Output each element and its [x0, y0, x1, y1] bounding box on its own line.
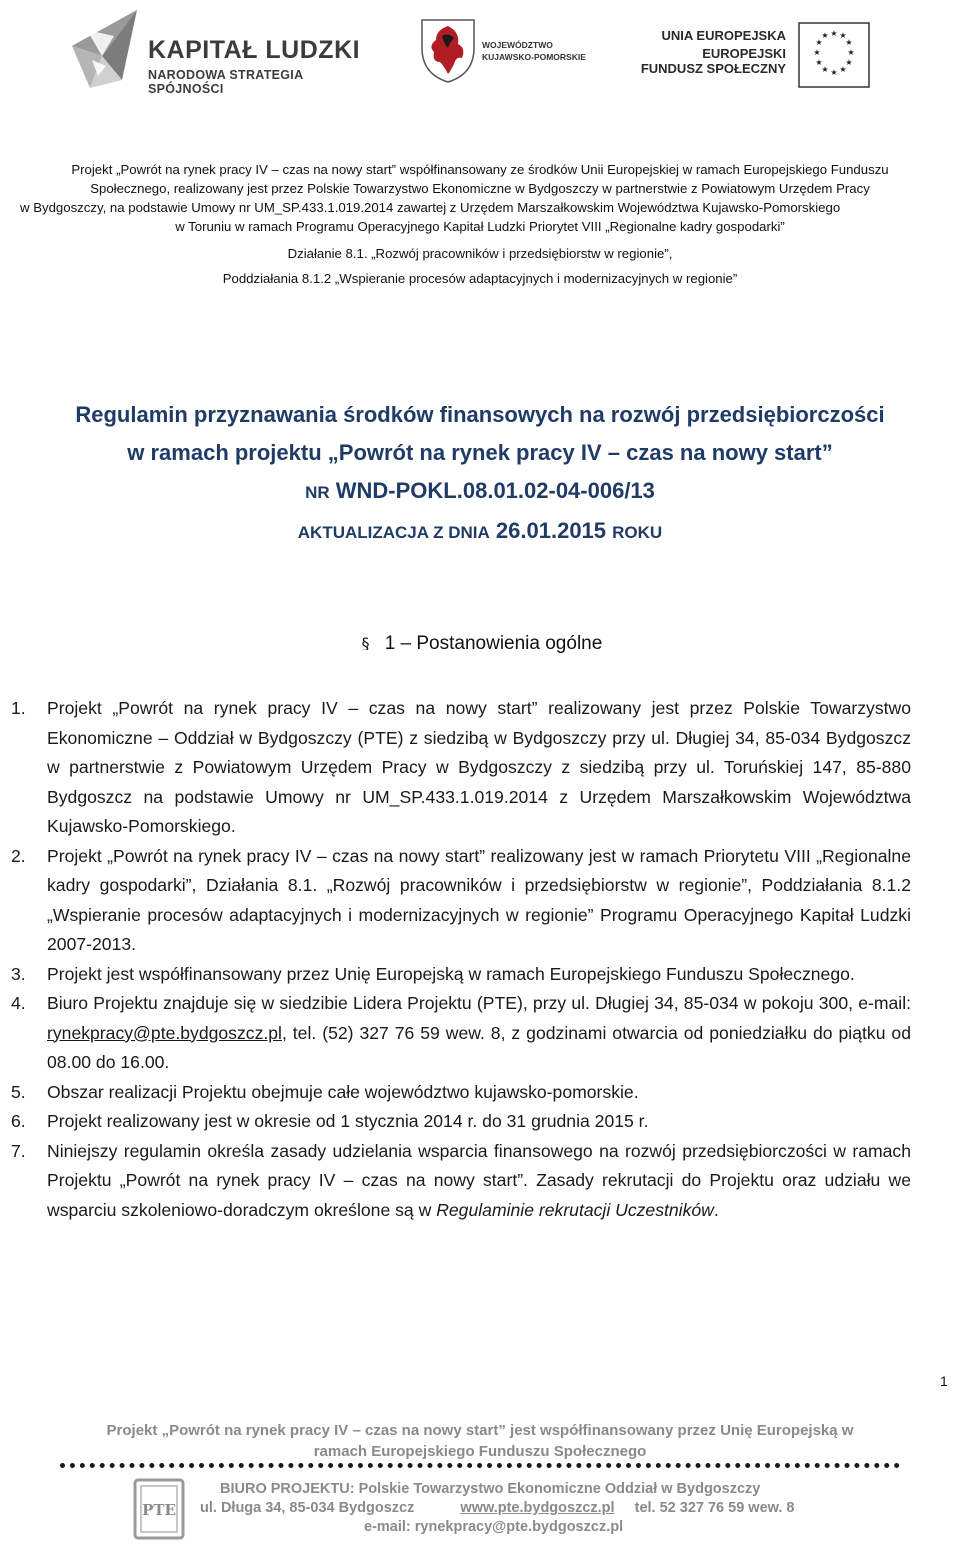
kp-line-1: WOJEWÓDZTWO: [482, 40, 553, 50]
footer-cofinancing: [0, 1420, 960, 1462]
aktualizacja-date: 26.01.2015: [495, 518, 607, 543]
footer-phone: tel. 52 327 76 59 wew. 8: [634, 1500, 795, 1516]
title-aktualizacja: [0, 512, 960, 552]
list-item-text: Projekt „Powrót na rynek pracy IV – czas na nowy start” realizowany jest przez Polskie Towarzystwo Ekonomiczne – Oddział w Bydgoszczy (PTE) z siedzibą w Bydgoszczy przy ul. Długiej 34, 85-034 Bydgoszcz w partnerstwie z Powiatowym Urzędem Pracy w Bydgoszczy z siedzibą przy ul. Toruńskiej 147, 85-880 Bydgoszcz na podstawie Umowy nr UM_SP.433.1.019.2014 z Urzędem Marszałkowskim Województwa Kujawsko-Pomorskiego.: [47, 698, 911, 836]
pte-logo: [133, 1478, 185, 1540]
section-heading: [0, 633, 960, 655]
title-line-2: w ramach projektu „Powrót na rynek pracy IV – czas na nowy start”: [127, 440, 833, 465]
svg-text:★: ★: [839, 31, 847, 40]
nr-value: WND-POKL.08.01.02-04-006/13: [335, 478, 655, 503]
footer-line-1: Projekt „Powrót na rynek pracy IV – czas na nowy start” jest współfinansowany przez Unię Europejską w: [106, 1422, 854, 1439]
item-7-text-after: .: [713, 1199, 719, 1220]
svg-text:★: ★: [821, 65, 829, 74]
footer-addr-1: BIURO PROJEKTU: Polskie Towarzystwo Ekonomiczne Oddział w Bydgoszczy: [220, 1481, 761, 1497]
list-item-text: [47, 989, 911, 1078]
email-link[interactable]: rynekpracy@pte.bydgoszcz.pl: [47, 1022, 282, 1043]
footer-line-2: ramach Europejskiego Funduszu Społecznego: [313, 1443, 647, 1460]
kapital-ludzki-subtitle: NARODOWA STRATEGIA SPÓJNOŚCI: [148, 68, 303, 96]
list-item: [0, 1107, 960, 1137]
section-sign-icon: [358, 635, 373, 650]
kapital-ludzki-title: KAPITAŁ LUDZKI: [148, 36, 361, 64]
list-item: [0, 694, 960, 842]
preamble-line-5: Działanie 8.1. „Rozwój pracowników i przedsiębiorstw w regionie”,: [287, 246, 673, 261]
kapital-ludzki-star-icon: [62, 6, 142, 92]
kp-line-2: KUJAWSKO-POMORSKIE: [482, 52, 586, 62]
item-4-text-before: Biuro Projektu znajduje się w siedzibie Lidera Projektu (PTE), przy ul. Długiej 34, 85-034 w pokoju 300, e-mail:: [47, 993, 911, 1013]
list-item-number: 2.: [11, 845, 26, 866]
svg-text:§: §: [361, 635, 370, 650]
svg-text:★: ★: [847, 48, 855, 57]
svg-text:★: ★: [839, 65, 847, 74]
footer-addr-2: [200, 1499, 840, 1518]
svg-text:★: ★: [845, 38, 853, 47]
title-nr: [0, 472, 960, 512]
item-7-text-before: Niniejszy regulamin określa zasady udzielania wsparcia finansowego na rozwój przedsiębiorczości w ramach Projektu „Powrót na rynek pracy IV – czas na nowy start”. Zasady rekrutacji do Projektu oraz udziału we wsparciu szkoleniowo-doradczym określone są w: [47, 1140, 911, 1220]
svg-text:★: ★: [813, 48, 821, 57]
list-item-number: 6.: [11, 1111, 26, 1131]
document-title: [0, 396, 960, 552]
list-item-number: 1.: [11, 698, 26, 718]
pte-logo-text: PTE: [142, 1501, 176, 1519]
coat-of-arms-icon: [420, 18, 476, 84]
list-item: [0, 960, 960, 990]
ue-line-1: UNIA EUROPEJSKA: [661, 28, 786, 43]
preamble-line-1: Projekt „Powrót na rynek pracy IV – czas na nowy start” współfinansowany ze środków Unii Europejskiej w ramach Europejskiego Funduszu: [71, 162, 889, 177]
list-item: [0, 842, 960, 960]
footer-street: ul. Długa 34, 85-034 Bydgoszcz: [200, 1500, 415, 1516]
preamble-line-3: w Bydgoszczy, na podstawie Umowy nr UM_SP.433.1.019.2014 zawartej z Urzędem Marszałkowskim Województwa Kujawsko-Pomorskiego: [20, 200, 841, 215]
footer-addr-3: e-mail: rynekpracy@pte.bydgoszcz.pl: [364, 1519, 624, 1535]
list-item: [0, 1078, 960, 1108]
ue-line-2: EUROPEJSKI: [702, 46, 786, 61]
list-item-text: Projekt jest współfinansowany przez Unię Europejską w ramach Europejskiego Funduszu Społecznego.: [47, 963, 855, 984]
svg-text:★: ★: [815, 38, 823, 47]
svg-text:★: ★: [830, 68, 838, 77]
footer-website-link[interactable]: www.pte.bydgoszcz.pl: [460, 1500, 615, 1516]
footer-address: [200, 1480, 840, 1537]
list-item: [0, 989, 960, 1078]
svg-text:★: ★: [821, 31, 829, 40]
page-number: 1: [940, 1373, 948, 1389]
item-7-italic: Regulaminie rekrutacji Uczestników: [436, 1199, 714, 1220]
eu-flag-icon: [798, 22, 870, 88]
list-item-text: Projekt „Powrót na rynek pracy IV – czas na nowy start” realizowany jest w ramach Priorytetu VIII „Regionalne kadry gospodarki”, Działania 8.1. „Rozwój pracowników i przedsiębiorstw w regionie”, Poddziałania 8.1.2 „Wspieranie procesów adaptacyjnych i modernizacyjnych w regionie” Programu Operacyjnego Kapitał Ludzki 2007-2013.: [47, 845, 911, 954]
project-preamble: [20, 160, 940, 288]
list-item-text: [47, 1137, 911, 1226]
preamble-line-4: w Toruniu w ramach Programu Operacyjnego Kapitał Ludzki Priorytet VIII „Regionalne kadry gospodarki”: [175, 219, 785, 234]
kapital-ludzki-logo: [62, 6, 382, 96]
list-item-text: Projekt realizowany jest w okresie od 1 stycznia 2014 r. do 31 grudnia 2015 r.: [47, 1111, 649, 1131]
svg-text:★: ★: [845, 58, 853, 67]
item-4-text-after: , tel. (52) 327 76 59 wew. 8, z godzinami otwarcia od poniedziałku do piątku od 08.00 do 16.00.: [47, 1022, 911, 1072]
list-item-text: Obszar realizacji Projektu obejmuje całe województwo kujawsko-pomorskie.: [47, 1081, 639, 1102]
list-item-number: 3.: [11, 963, 26, 984]
footer-divider: [60, 1463, 900, 1468]
aktualizacja-suffix: ROKU: [612, 523, 663, 542]
ue-line-3: FUNDUSZ SPOŁECZNY: [640, 61, 786, 76]
list-item-number: 4.: [11, 993, 26, 1013]
preamble-line-6: Poddziałania 8.1.2 „Wspieranie procesów adaptacyjnych i modernizacyjnych w regionie”: [222, 271, 738, 286]
kujawsko-pomorskie-logo: [418, 18, 598, 88]
preamble-line-2: Społecznego, realizowany jest przez Polskie Towarzystwo Ekonomiczne w Bydgoszczy w partnerstwie z Powiatowym Urzędem Pracy: [90, 181, 870, 196]
svg-text:★: ★: [830, 29, 838, 38]
title-line-1: Regulamin przyznawania środków finansowych na rozwój przedsiębiorczości: [75, 402, 885, 427]
list-item-number: 7.: [11, 1140, 26, 1161]
list-item-number: 5.: [11, 1081, 26, 1102]
unia-europejska-logo: [620, 16, 870, 92]
list-item: [0, 1137, 960, 1226]
provisions-list: [0, 694, 960, 1225]
svg-text:★: ★: [815, 58, 823, 67]
section-heading-text: 1 – Postanowienia ogólne: [384, 633, 603, 654]
aktualizacja-prefix: AKTUALIZACJA Z DNIA: [297, 523, 490, 542]
pte-logo-icon: [133, 1478, 185, 1540]
nr-prefix: NR: [305, 483, 330, 502]
